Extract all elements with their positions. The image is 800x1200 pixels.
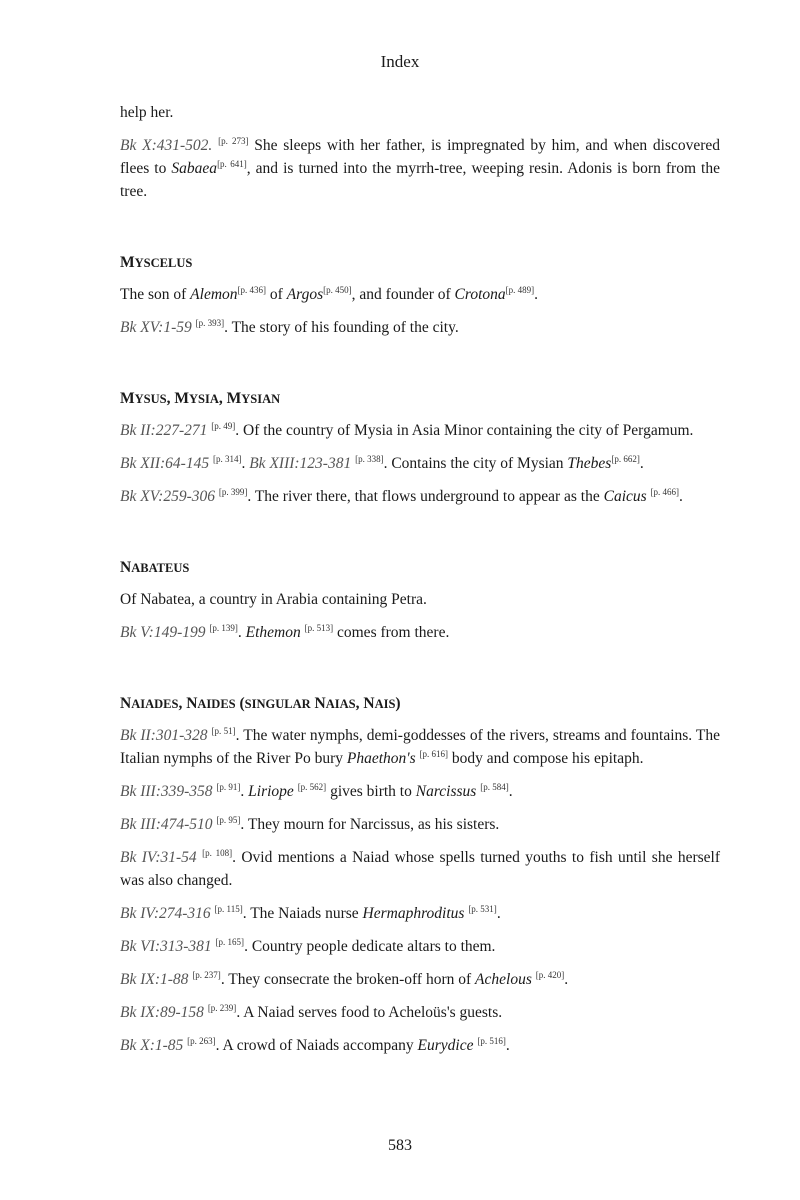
cross-reference[interactable]: Alemon	[190, 286, 238, 303]
page-link[interactable]: [p. 531]	[468, 903, 497, 914]
entry-paragraph: Bk XV:259-306 [p. 399]. The river there, that flows underground to appear as the Caicus [p. 466].	[120, 486, 683, 505]
entry-paragraph: Bk XII:64-145 [p. 314]. Bk XIII:123-381 [p. 338]. Contains the city of Mysian Thebes[p. 662].	[120, 453, 644, 472]
page-link[interactable]: [p. 616]	[419, 748, 449, 759]
page-link[interactable]: [p. 436]	[237, 284, 267, 295]
page-link[interactable]: [p. 641]	[217, 158, 247, 169]
book-reference[interactable]: Bk X:431-502.	[120, 137, 213, 154]
entry-paragraph: Bk IV:31-54 [p. 108]. Ovid mentions a Naiad whose spells turned youths to fish until she herself was also changed.	[120, 847, 721, 889]
entry-paragraph: Bk II:227-271 [p. 49]. Of the country of Mysia in Asia Minor containing the city of Pergamum.	[120, 420, 694, 439]
book-reference[interactable]: Bk XV:1-59	[120, 319, 192, 336]
page-link[interactable]: [p. 450]	[323, 284, 352, 295]
page-link[interactable]: [p. 516]	[477, 1035, 506, 1046]
cross-reference[interactable]: Thebes	[567, 455, 612, 472]
entry-heading-naiades: NAIADES, NAIDES (SINGULAR NAIAS, NAIS)	[120, 695, 401, 712]
page-header: Index	[380, 52, 420, 71]
entry-paragraph: The son of Alemon[p. 436] of Argos[p. 450], and founder of Crotona[p. 489].	[120, 284, 539, 303]
entry-paragraph: Bk X:1-85 [p. 263]. A crowd of Naiads accompany Eurydice [p. 516].	[120, 1035, 510, 1054]
page-link[interactable]: [p. 239]	[207, 1002, 237, 1013]
page-link[interactable]: [p. 49]	[211, 420, 236, 431]
page-link[interactable]: [p. 95]	[216, 814, 241, 825]
page-link[interactable]: [p. 108]	[202, 847, 233, 858]
book-reference[interactable]: Bk II:301-328	[120, 727, 208, 744]
entry-heading-mysus: MYSUS, MYSIA, MYSIAN	[120, 390, 281, 407]
book-reference[interactable]: Bk XV:259-306	[120, 488, 215, 505]
entry-paragraph: Bk III:474-510 [p. 95]. They mourn for Narcissus, as his sisters.	[120, 814, 500, 833]
book-reference[interactable]: Bk IX:89-158	[120, 1004, 204, 1021]
page-number: 583	[388, 1137, 412, 1154]
cross-reference[interactable]: Phaethon's	[346, 750, 416, 767]
entry-paragraph: Bk X:431-502. [p. 273] She sleeps with her father, is impregnated by him, and when discovered flees to Sabaea[p. 641], and is turned into the myrrh-tree, weeping resin. Adonis is born from the tree.	[120, 135, 721, 200]
cross-reference[interactable]: Argos	[286, 286, 324, 303]
page-link[interactable]: [p. 338]	[355, 453, 384, 464]
page-link[interactable]: [p. 314]	[212, 453, 242, 464]
page-link[interactable]: [p. 273]	[218, 135, 249, 146]
book-reference[interactable]: Bk V:149-199	[120, 624, 206, 641]
page-link[interactable]: [p. 263]	[187, 1035, 216, 1046]
cross-reference[interactable]: Crotona	[454, 286, 506, 303]
entry-paragraph: Of Nabatea, a country in Arabia containing Petra.	[120, 591, 427, 608]
page-link[interactable]: [p. 115]	[214, 903, 243, 914]
book-reference[interactable]: Bk III:474-510	[120, 816, 213, 833]
book-reference[interactable]: Bk IV:274-316	[120, 905, 211, 922]
page-link[interactable]: [p. 513]	[304, 622, 334, 633]
cross-reference[interactable]: Narcissus	[415, 783, 477, 800]
cross-reference[interactable]: Achelous	[475, 971, 532, 988]
cross-reference[interactable]: Liriope	[248, 783, 294, 800]
page-link[interactable]: [p. 662]	[611, 453, 640, 464]
entry-paragraph: Bk II:301-328 [p. 51]. The water nymphs, demi-goddesses of the rivers, streams and fountains. The Italian nymphs of the River Po bury Phaethon's [p. 616] body and compose his epitaph.	[120, 725, 721, 767]
page-link[interactable]: [p. 91]	[216, 781, 241, 792]
page-link[interactable]: [p. 51]	[211, 725, 236, 736]
page-link[interactable]: [p. 466]	[650, 486, 680, 497]
page-link[interactable]: [p. 584]	[480, 781, 509, 792]
cross-reference[interactable]: Sabaea	[171, 160, 218, 177]
book-reference[interactable]: Bk III:339-358	[120, 783, 213, 800]
page-link[interactable]: [p. 489]	[505, 284, 535, 295]
page-link[interactable]: [p. 399]	[218, 486, 248, 497]
entry-paragraph: Bk III:339-358 [p. 91]. Liriope [p. 562] gives birth to Narcissus [p. 584].	[120, 781, 513, 800]
page-link[interactable]: [p. 562]	[297, 781, 327, 792]
cross-reference[interactable]: Hermaphroditus	[362, 905, 465, 922]
entry-paragraph: Bk XV:1-59 [p. 393]. The story of his founding of the city.	[120, 317, 459, 336]
cross-reference[interactable]: Caicus	[603, 488, 647, 505]
entry-paragraph: Bk IX:1-88 [p. 237]. They consecrate the broken-off horn of Achelous [p. 420].	[120, 969, 569, 988]
page-link[interactable]: [p. 420]	[535, 969, 565, 980]
book-reference[interactable]: Bk XIII:123-381	[249, 455, 352, 472]
page-link[interactable]: [p. 165]	[215, 936, 245, 947]
book-reference[interactable]: Bk II:227-271	[120, 422, 208, 439]
cross-reference[interactable]: Eurydice	[417, 1037, 474, 1054]
page-link[interactable]: [p. 237]	[192, 969, 221, 980]
entry-heading-nabateus: NABATEUS	[120, 559, 190, 576]
continuation-text: help her.	[120, 104, 174, 121]
book-reference[interactable]: Bk IX:1-88	[120, 971, 189, 988]
cross-reference[interactable]: Ethemon	[245, 624, 301, 641]
page-link[interactable]: [p. 393]	[195, 317, 225, 328]
book-reference[interactable]: Bk VI:313-381	[120, 938, 212, 955]
index-content	[120, 101, 720, 1067]
entry-paragraph: Bk IV:274-316 [p. 115]. The Naiads nurse Hermaphroditus [p. 531].	[120, 903, 501, 922]
entry-paragraph: Bk V:149-199 [p. 139]. Ethemon [p. 513] comes from there.	[120, 622, 450, 641]
entry-paragraph: Bk VI:313-381 [p. 165]. Country people dedicate altars to them.	[120, 936, 496, 955]
book-reference[interactable]: Bk IV:31-54	[120, 849, 197, 866]
entry-heading-myscelus: MYSCELUS	[120, 254, 193, 271]
page-link[interactable]: [p. 139]	[209, 622, 238, 633]
entry-paragraph: Bk IX:89-158 [p. 239]. A Naiad serves food to Acheloüs's guests.	[120, 1002, 503, 1021]
book-reference[interactable]: Bk XII:64-145	[120, 455, 210, 472]
book-reference[interactable]: Bk X:1-85	[120, 1037, 184, 1054]
